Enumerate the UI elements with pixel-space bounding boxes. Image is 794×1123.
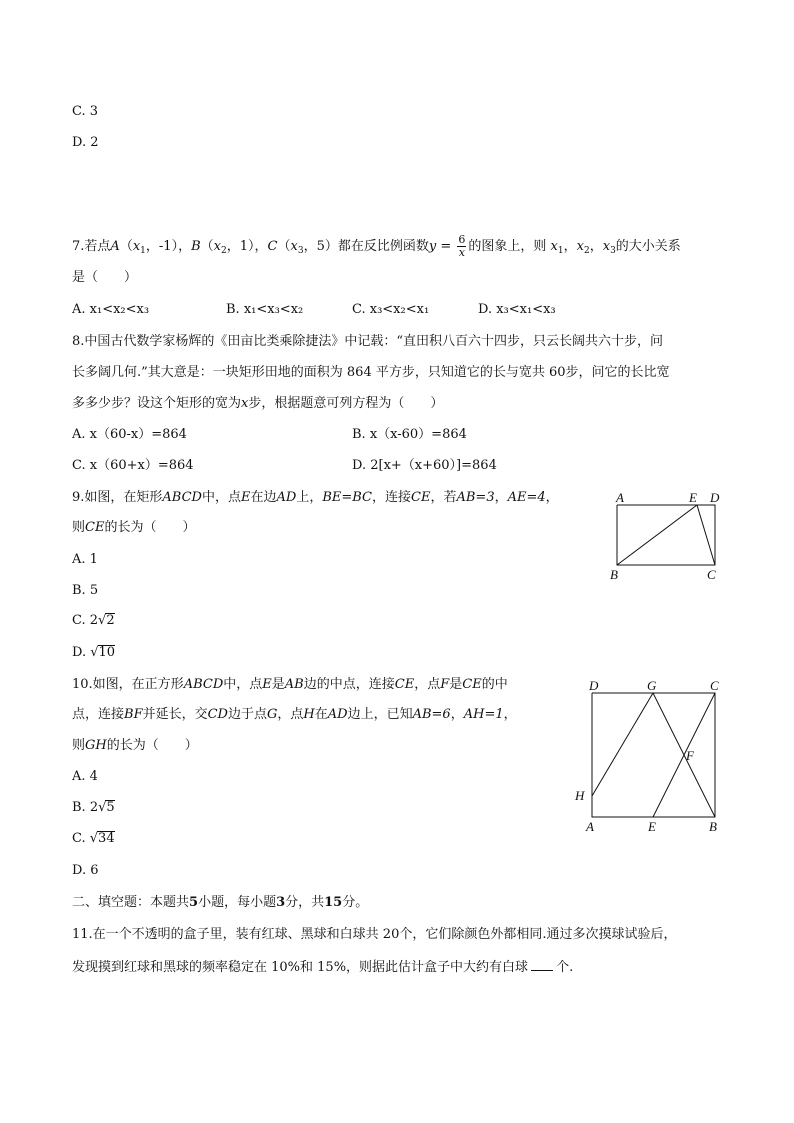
q7-option-b: B. x₁<x₃<x₂: [226, 302, 304, 317]
q9-label-d: D: [710, 490, 720, 505]
q8-option-a: A. x（60-x）=864: [72, 427, 187, 442]
q7-stem-line2: 是（ ）: [72, 270, 138, 285]
q7-option-c: C. x₃<x₂<x₁: [352, 302, 430, 317]
q8-option-d: D. 2[x+（x+60）]=864: [352, 458, 497, 473]
q10-option-a: A. 4: [72, 769, 98, 784]
q10-option-d: D. 6: [72, 863, 99, 878]
q8-stem-line3: 多多少步？设这个矩形的宽为x步，根据题意可列方程为（ ）: [72, 396, 444, 411]
q10-stem-line1: 10.如图，在正方形ABCD中，点E是AB边的中点，连接CE，点F是CE的中: [72, 677, 508, 692]
answer-blank[interactable]: [531, 958, 553, 971]
q7-option-a: A. x₁<x₂<x₃: [72, 302, 150, 317]
q8-stem-line1: 8.中国古代数学家杨辉的《田亩比类乘除捷法》中记载：“直田积八百六十四步，只云长阔共六十步，问: [72, 334, 664, 349]
q9-option-d: D. √10: [72, 645, 116, 660]
q8-stem-line2: 长多阔几何.”其大意是：一块矩形田地的面积为 864 平方步，只知道它的长与宽共 60步，问它的长比宽: [72, 365, 670, 380]
q8-option-b: B. x（x-60）=864: [352, 427, 467, 442]
q9-rectangle-figure: [604, 486, 734, 582]
q9-label-c: C: [707, 567, 716, 582]
q10-option-c: C. √34: [72, 831, 115, 846]
q10-square-figure: [572, 674, 732, 836]
q10-label-c: C: [710, 678, 719, 693]
q9-option-c: C. 2√2: [72, 613, 115, 628]
q11-stem-line1: 11.在一个不透明的盒子里，装有红球、黑球和白球共 20个，它们除颜色外都相同.通过多次摸球试验后，: [72, 927, 677, 942]
q10-stem-line2: 点，连接BF并延长，交CD边于点G，点H在AD边上，已知AB=6，AH=1，: [72, 707, 517, 722]
q7-stem-line1: 7.若点$A(x_1$，-1），$B(x_2$，1），$C(x_3$，5）都在反比例函数y = $\frac{6}{x}$ 的图象上，则 $x_1$，$x_2$，$x_3$的大小关系: [72, 233, 681, 259]
q10-label-a: A: [586, 819, 594, 834]
q11-stem-line2: 发现摸到红球和黑球的频率稳定在 10%和 15%，则据此估计盒子中大约有白球 个.: [72, 960, 574, 975]
prev-option-d: D. 2: [72, 135, 99, 150]
fraction-6-over-x: $\frac{6}{x}$: [458, 233, 466, 259]
q10-label-h: H: [575, 788, 585, 803]
q10-option-b: B. 2√5: [72, 800, 115, 815]
q8-option-c: C. x（60+x）=864: [72, 458, 194, 473]
q10-label-f: F: [686, 748, 694, 763]
q10-label-b: B: [709, 819, 717, 834]
q10-label-d: D: [589, 678, 599, 693]
q10-label-g: G: [647, 678, 657, 693]
q9-option-a: A. 1: [72, 552, 98, 567]
q9-option-b: B. 5: [72, 583, 99, 598]
q9-label-e: E: [689, 490, 697, 505]
q9-stem-line1: 9.如图，在矩形ABCD中，点E在边AD上，BE=BC，连接CE，若AB=3，AE=4，: [72, 490, 559, 505]
q7-option-d: D. x₃<x₁<x₃: [478, 302, 556, 317]
q10-stem-line3: 则GH的长为（ ）: [72, 738, 198, 753]
q9-label-b: B: [610, 567, 618, 582]
q10-label-e: E: [648, 819, 656, 834]
q9-label-a: A: [616, 490, 624, 505]
section-two-heading: 二、填空题：本题共5小题，每小题3分，共15分。: [72, 895, 369, 910]
prev-option-c: C. 3: [72, 104, 99, 119]
q9-stem-line2: 则CE的长为（ ）: [72, 520, 196, 535]
